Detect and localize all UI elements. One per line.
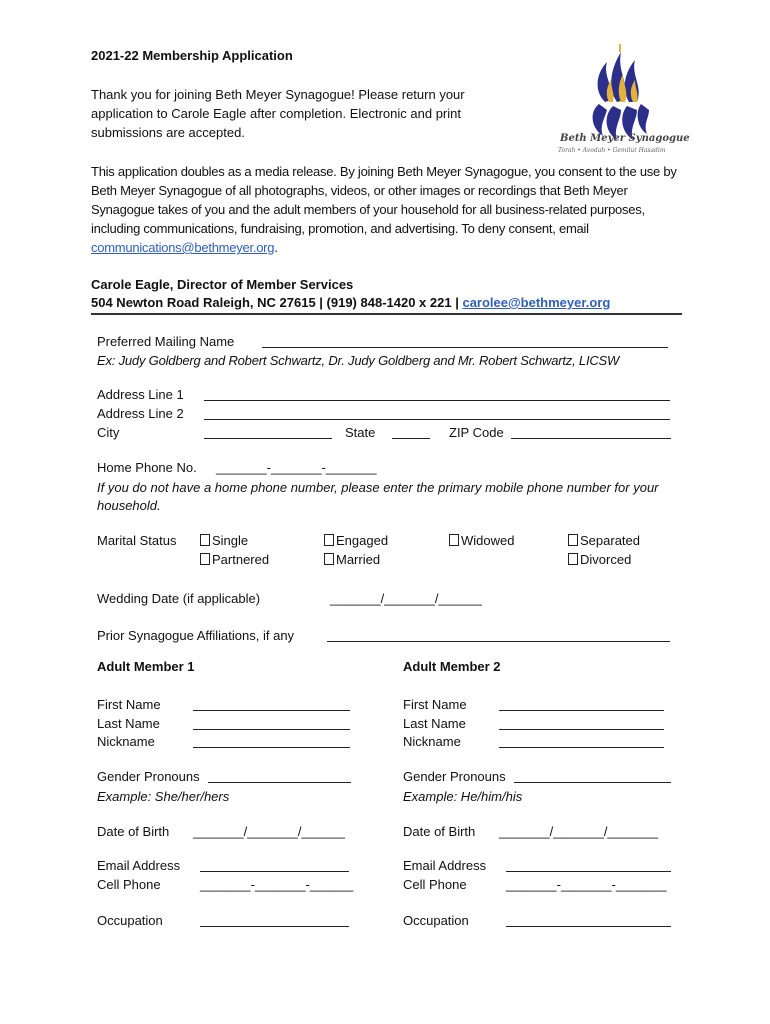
address-line2-field[interactable] — [204, 419, 670, 420]
adult1-last-name-field[interactable] — [193, 729, 350, 730]
prior-affiliations-label: Prior Synagogue Affiliations, if any — [97, 628, 295, 643]
option-label: Married — [336, 552, 381, 567]
checkbox-icon — [200, 534, 210, 546]
adult1-email-field[interactable] — [200, 871, 349, 872]
contact-address — [91, 295, 610, 310]
address-line1-field[interactable] — [204, 400, 670, 401]
adult1-first-name-label: First Name — [97, 697, 161, 712]
home-phone-note: If you do not have a home phone number, please enter the primary mobile phone number for your household. — [97, 480, 659, 513]
adult1-occupation-field[interactable] — [200, 926, 349, 927]
media-email-link[interactable]: communications@bethmeyer.org — [91, 240, 275, 255]
option-label: Engaged — [336, 533, 389, 548]
wedding-date-field[interactable]: _______/_______/______ — [330, 591, 482, 606]
checkbox-icon — [568, 534, 578, 546]
adult2-occupation-field[interactable] — [506, 926, 671, 927]
address-line1-label: Address Line 1 — [97, 387, 184, 402]
adult1-pronouns-example: Example: She/her/hers — [97, 789, 230, 804]
media-release-text — [91, 162, 686, 257]
option-engaged[interactable] — [324, 533, 388, 548]
logo-tagline: Torah • Avodah • Gemilut Hasadim — [558, 147, 666, 154]
media-release-body: This application doubles as a media release. By joining Beth Meyer Synagogue, you consent to the use by Beth Meyer Synagogue of all photographs, videos, or other images or recordings that Beth Meyer Synagogue takes of you and the adult members of your household for all business-related purposes, including communications, fundraising, promotion, and advertising. To deny consent, email — [91, 164, 677, 236]
adult2-last-name-field[interactable] — [499, 729, 664, 730]
home-phone-label: Home Phone No. — [97, 460, 197, 475]
adult1-nickname-field[interactable] — [193, 747, 350, 748]
logo-name: Beth Meyer Synagogue — [560, 133, 690, 144]
marital-status-label: Marital Status — [97, 533, 177, 548]
adult1-nickname-label: Nickname — [97, 734, 155, 749]
adult1-last-name-label: Last Name — [97, 716, 160, 731]
adult1-email-label: Email Address — [97, 858, 181, 873]
adult2-heading: Adult Member 2 — [403, 659, 501, 674]
city-label: City — [97, 425, 120, 440]
adult2-cell-field[interactable]: _______-_______-_______ — [506, 877, 667, 892]
option-label: Widowed — [461, 533, 515, 548]
media-release-period: . — [274, 240, 278, 255]
option-label: Separated — [580, 533, 640, 548]
adult2-pronouns-example: Example: He/him/his — [403, 789, 523, 804]
home-phone-field[interactable]: _______-_______-_______ — [216, 460, 377, 475]
intro-text: Thank you for joining Beth Meyer Synagogue! Please return your application to Carole Eagle after completion. Electronic and print submissions are accepted. — [91, 87, 465, 140]
contact-address-text: 504 Newton Road Raleigh, NC 27615 | (919) 848-1420 x 221 | — [91, 295, 459, 310]
adult1-dob-label: Date of Birth — [97, 824, 170, 839]
option-single[interactable] — [200, 533, 248, 548]
adult1-cell-field[interactable]: _______-_______-______ — [200, 877, 354, 892]
adult2-dob-label: Date of Birth — [403, 824, 476, 839]
checkbox-icon — [324, 534, 334, 546]
state-field[interactable] — [392, 438, 430, 439]
address-line2-label: Address Line 2 — [97, 406, 184, 421]
adult1-pronouns-label: Gender Pronouns — [97, 769, 200, 784]
header-divider — [91, 313, 682, 315]
option-label: Divorced — [580, 552, 632, 567]
contact-name: Carole Eagle, Director of Member Services — [91, 277, 354, 292]
wedding-date-label: Wedding Date (if applicable) — [97, 591, 261, 606]
adult2-first-name-label: First Name — [403, 697, 467, 712]
adult1-occupation-label: Occupation — [97, 913, 163, 928]
option-married[interactable] — [324, 552, 380, 567]
adult1-cell-label: Cell Phone — [97, 877, 161, 892]
page-title: 2021-22 Membership Application — [91, 48, 293, 63]
adult1-pronouns-field[interactable] — [208, 782, 351, 783]
adult2-nickname-field[interactable] — [499, 747, 664, 748]
zip-field[interactable] — [511, 438, 671, 439]
adult2-email-field[interactable] — [506, 871, 671, 872]
option-widowed[interactable] — [449, 533, 514, 548]
prior-affiliations-field[interactable] — [327, 641, 670, 642]
option-separated[interactable] — [568, 533, 640, 548]
adult2-email-label: Email Address — [403, 858, 487, 873]
preferred-mailing-name-field[interactable] — [262, 347, 668, 348]
checkbox-icon — [449, 534, 459, 546]
zip-label: ZIP Code — [449, 425, 504, 440]
adult2-first-name-field[interactable] — [499, 710, 664, 711]
synagogue-logo-icon — [555, 42, 690, 162]
state-label: State — [345, 425, 376, 440]
adult2-pronouns-field[interactable] — [514, 782, 671, 783]
preferred-mailing-name-label: Preferred Mailing Name — [97, 334, 235, 349]
option-label: Single — [212, 533, 249, 548]
checkbox-icon — [568, 553, 578, 565]
adult2-nickname-label: Nickname — [403, 734, 461, 749]
option-label: Partnered — [212, 552, 270, 567]
adult2-occupation-label: Occupation — [403, 913, 469, 928]
checkbox-icon — [324, 553, 334, 565]
option-partnered[interactable] — [200, 552, 269, 567]
adult1-first-name-field[interactable] — [193, 710, 350, 711]
option-divorced[interactable] — [568, 552, 631, 567]
checkbox-icon — [200, 553, 210, 565]
adult2-last-name-label: Last Name — [403, 716, 466, 731]
city-field[interactable] — [204, 438, 332, 439]
adult2-pronouns-label: Gender Pronouns — [403, 769, 506, 784]
mailing-example: Ex: Judy Goldberg and Robert Schwartz, Dr. Judy Goldberg and Mr. Robert Schwartz, LICSW — [97, 353, 620, 368]
adult2-dob-field[interactable]: _______/_______/_______ — [499, 824, 659, 839]
adult1-heading: Adult Member 1 — [97, 659, 195, 674]
contact-email-link[interactable]: carolee@bethmeyer.org — [462, 295, 611, 310]
adult1-dob-field[interactable]: _______/_______/______ — [193, 824, 345, 839]
adult2-cell-label: Cell Phone — [403, 877, 467, 892]
